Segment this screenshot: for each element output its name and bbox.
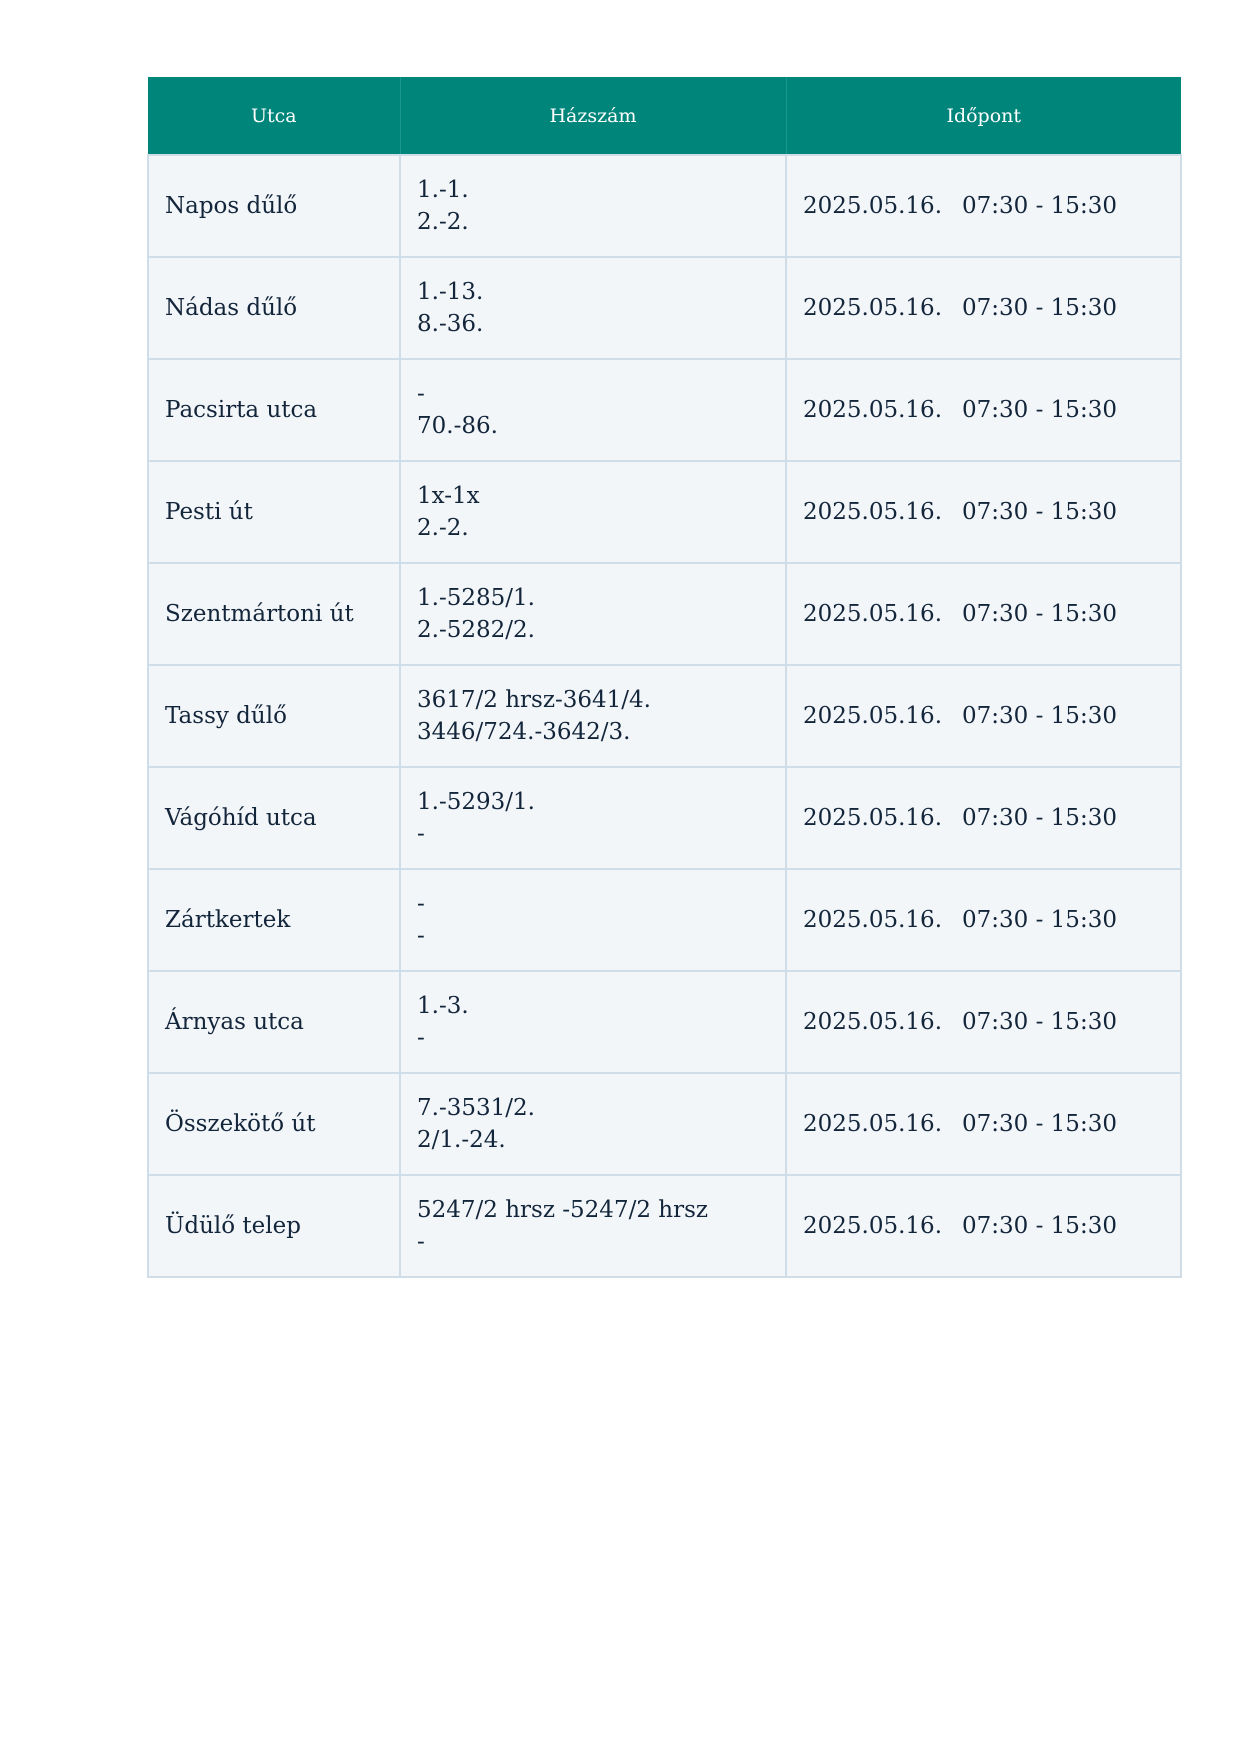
date-text: 2025.05.16. xyxy=(803,703,942,729)
house-number-cell xyxy=(400,1175,786,1277)
house-number-line: 3617/2 hrsz-3641/4. xyxy=(417,687,651,713)
street-cell: Árnyas utca xyxy=(148,971,400,1073)
table-row xyxy=(148,971,1181,1073)
house-number-line: - xyxy=(417,1025,425,1051)
house-number-cell xyxy=(400,257,786,359)
street-cell: Tassy dűlő xyxy=(148,665,400,767)
time-range-text: 07:30 - 15:30 xyxy=(962,1213,1117,1239)
house-number-line: 5247/2 hrsz -5247/2 hrsz xyxy=(417,1197,708,1223)
time-cell xyxy=(786,461,1181,563)
house-number-line: - xyxy=(417,821,425,847)
date-text: 2025.05.16. xyxy=(803,1009,942,1035)
street-cell: Pacsirta utca xyxy=(148,359,400,461)
street-cell: Napos dűlő xyxy=(148,155,400,257)
house-number-line: - xyxy=(417,381,425,407)
house-number-line: - xyxy=(417,891,425,917)
street-cell: Pesti út xyxy=(148,461,400,563)
time-cell xyxy=(786,1175,1181,1277)
table-body xyxy=(148,155,1181,1277)
house-number-cell xyxy=(400,1073,786,1175)
table-row xyxy=(148,767,1181,869)
time-cell xyxy=(786,155,1181,257)
date-text: 2025.05.16. xyxy=(803,907,942,933)
time-range-text: 07:30 - 15:30 xyxy=(962,601,1117,627)
house-number-cell xyxy=(400,461,786,563)
time-cell xyxy=(786,257,1181,359)
time-cell xyxy=(786,359,1181,461)
house-number-cell xyxy=(400,563,786,665)
house-number-line: 2.-2. xyxy=(417,515,469,541)
house-number-cell xyxy=(400,869,786,971)
time-range-text: 07:30 - 15:30 xyxy=(962,397,1117,423)
house-number-line: 7.-3531/2. xyxy=(417,1095,535,1121)
header-time: Időpont xyxy=(786,77,1181,155)
table-row xyxy=(148,155,1181,257)
time-cell xyxy=(786,665,1181,767)
house-number-cell xyxy=(400,359,786,461)
header-row xyxy=(148,77,1181,155)
date-text: 2025.05.16. xyxy=(803,295,942,321)
time-range-text: 07:30 - 15:30 xyxy=(962,703,1117,729)
header-street: Utca xyxy=(148,77,400,155)
table-header xyxy=(148,77,1181,155)
house-number-line: 3446/724.-3642/3. xyxy=(417,719,631,745)
time-range-text: 07:30 - 15:30 xyxy=(962,907,1117,933)
house-number-line: 2.-5282/2. xyxy=(417,617,535,643)
time-range-text: 07:30 - 15:30 xyxy=(962,193,1117,219)
time-range-text: 07:30 - 15:30 xyxy=(962,1111,1117,1137)
house-number-line: 70.-86. xyxy=(417,413,498,439)
date-text: 2025.05.16. xyxy=(803,1213,942,1239)
house-number-line: 2/1.-24. xyxy=(417,1127,506,1153)
time-cell xyxy=(786,1073,1181,1175)
street-cell: Zártkertek xyxy=(148,869,400,971)
date-text: 2025.05.16. xyxy=(803,1111,942,1137)
house-number-cell xyxy=(400,155,786,257)
street-cell: Nádas dűlő xyxy=(148,257,400,359)
time-range-text: 07:30 - 15:30 xyxy=(962,805,1117,831)
street-cell: Üdülő telep xyxy=(148,1175,400,1277)
table-row xyxy=(148,869,1181,971)
house-number-line: 1.-13. xyxy=(417,279,484,305)
time-cell xyxy=(786,563,1181,665)
house-number-line: - xyxy=(417,923,425,949)
table-row xyxy=(148,563,1181,665)
time-cell xyxy=(786,869,1181,971)
house-number-line: 1.-5293/1. xyxy=(417,789,535,815)
street-cell: Összekötő út xyxy=(148,1073,400,1175)
house-number-cell xyxy=(400,767,786,869)
table-row xyxy=(148,1073,1181,1175)
time-range-text: 07:30 - 15:30 xyxy=(962,1009,1117,1035)
house-number-cell xyxy=(400,665,786,767)
house-number-line: 2.-2. xyxy=(417,209,469,235)
date-text: 2025.05.16. xyxy=(803,193,942,219)
date-text: 2025.05.16. xyxy=(803,805,942,831)
house-number-line: 1.-3. xyxy=(417,993,469,1019)
house-number-line: 1x-1x xyxy=(417,483,480,509)
house-number-line: 1.-1. xyxy=(417,177,469,203)
street-cell: Szentmártoni út xyxy=(148,563,400,665)
time-cell xyxy=(786,971,1181,1073)
schedule-table xyxy=(147,77,1182,1278)
table-row xyxy=(148,1175,1181,1277)
table-row xyxy=(148,665,1181,767)
table-row xyxy=(148,359,1181,461)
header-house-number: Házszám xyxy=(400,77,786,155)
table-row xyxy=(148,257,1181,359)
house-number-cell xyxy=(400,971,786,1073)
time-range-text: 07:30 - 15:30 xyxy=(962,295,1117,321)
time-cell xyxy=(786,767,1181,869)
house-number-line: 8.-36. xyxy=(417,311,484,337)
house-number-line: 1.-5285/1. xyxy=(417,585,535,611)
house-number-line: - xyxy=(417,1229,425,1255)
date-text: 2025.05.16. xyxy=(803,499,942,525)
table-row xyxy=(148,461,1181,563)
street-cell: Vágóhíd utca xyxy=(148,767,400,869)
date-text: 2025.05.16. xyxy=(803,397,942,423)
time-range-text: 07:30 - 15:30 xyxy=(962,499,1117,525)
date-text: 2025.05.16. xyxy=(803,601,942,627)
